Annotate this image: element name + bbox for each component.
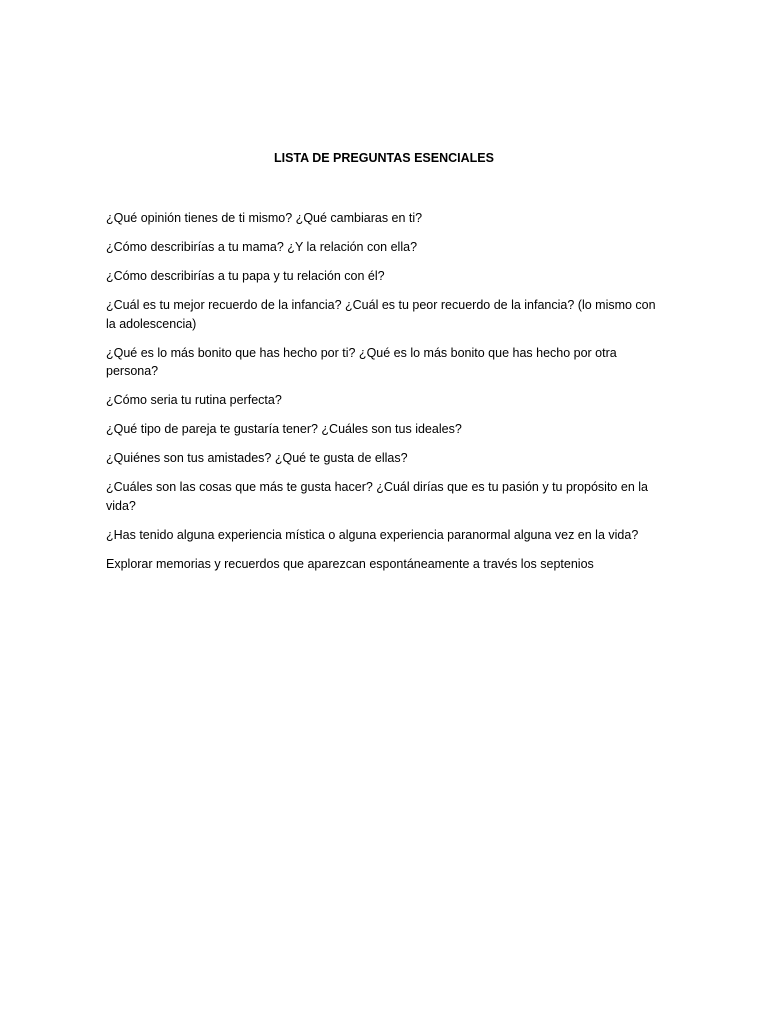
question-item: ¿Cómo describirías a tu mama? ¿Y la relación con ella? <box>106 240 418 254</box>
question-item: ¿Cómo seria tu rutina perfecta? <box>106 393 282 407</box>
question-item: ¿Qué tipo de pareja te gustaría tener? ¿Cuáles son tus ideales? <box>106 422 462 436</box>
question-item: ¿Qué opinión tienes de ti mismo? ¿Qué cambiaras en ti? <box>106 211 423 225</box>
question-list <box>106 209 666 584</box>
question-item: ¿Cuáles son las cosas que más te gusta hacer? ¿Cuál dirías que es tu pasión y tu propósito en la vida? <box>106 480 648 513</box>
document-title: LISTA DE PREGUNTAS ESENCIALES <box>274 151 494 165</box>
question-item: ¿Qué es lo más bonito que has hecho por ti? ¿Qué es lo más bonito que has hecho por otra persona? <box>106 345 617 378</box>
question-item: ¿Quiénes son tus amistades? ¿Qué te gusta de ellas? <box>106 451 408 465</box>
question-item: ¿Cómo describirías a tu papa y tu relación con él? <box>106 269 385 283</box>
question-item: ¿Has tenido alguna experiencia mística o alguna experiencia paranormal alguna vez en la vida? <box>106 527 639 542</box>
question-item: Explorar memorias y recuerdos que aparezcan espontáneamente a través los septenios <box>106 556 594 571</box>
question-item: ¿Cuál es tu mejor recuerdo de la infancia? ¿Cuál es tu peor recuerdo de la infancia? (lo mismo con la adolescencia) <box>106 298 656 331</box>
